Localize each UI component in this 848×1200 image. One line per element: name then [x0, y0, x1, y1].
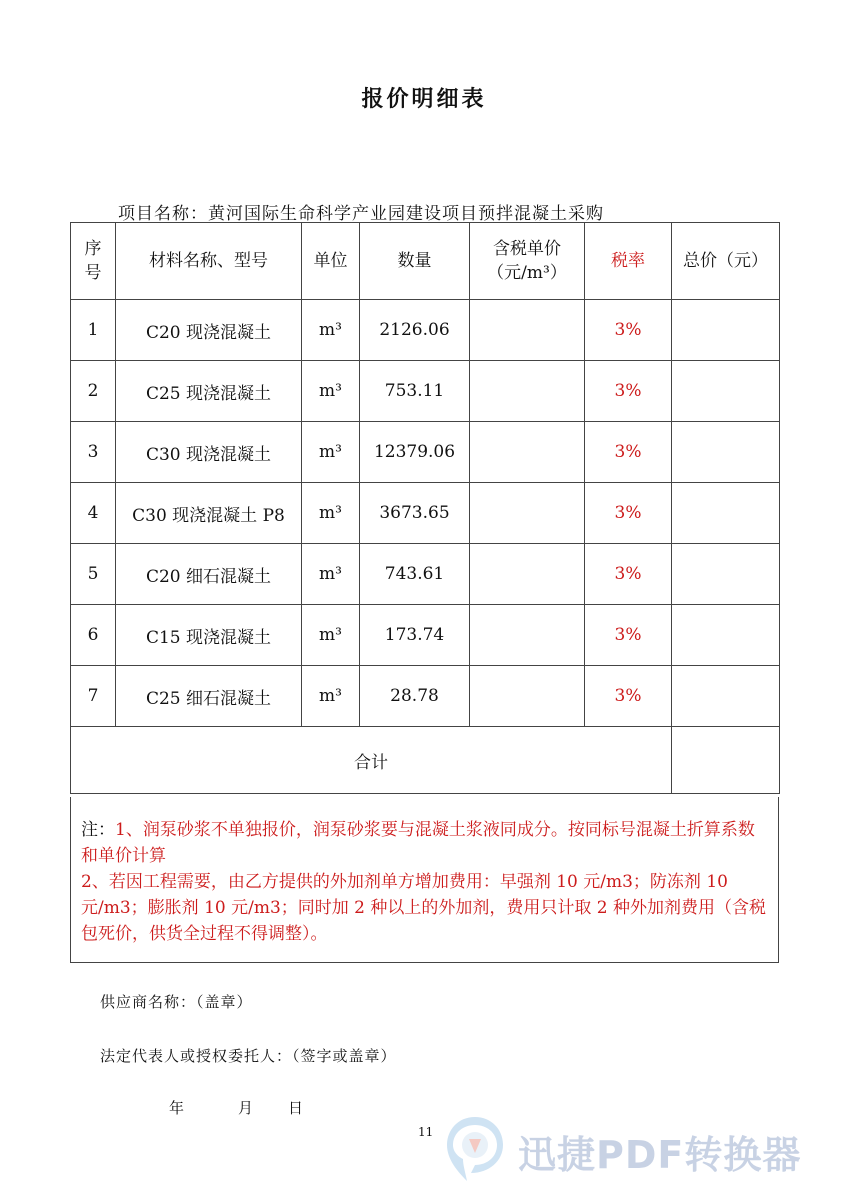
table-header-row	[71, 223, 780, 300]
cell-unit: m³	[302, 483, 360, 544]
cell-qty: 753.11	[360, 361, 470, 422]
cell-total	[672, 422, 780, 483]
project-name: 项目名称：黄河国际生命科学产业园建设项目预拌混凝土采购	[118, 204, 604, 224]
table-row	[71, 422, 780, 483]
cell-qty: 28.78	[360, 666, 470, 727]
watermark-text: 迅捷PDF转换器	[518, 1133, 802, 1177]
cell-unit: m³	[302, 300, 360, 361]
cell-price	[470, 544, 585, 605]
cell-name: C15 现浇混凝土	[116, 605, 302, 666]
page-title: 报价明细表	[361, 87, 487, 112]
cell-seq: 7	[71, 666, 116, 727]
header-name: 材料名称、型号	[116, 223, 302, 300]
cell-tax: 3%	[585, 544, 672, 605]
header-seq: 序 号	[71, 223, 116, 300]
cell-qty: 743.61	[360, 544, 470, 605]
header-tax: 税率	[585, 223, 672, 300]
cell-unit: m³	[302, 605, 360, 666]
cell-qty: 173.74	[360, 605, 470, 666]
cell-unit: m³	[302, 666, 360, 727]
cell-price	[470, 666, 585, 727]
cell-seq: 6	[71, 605, 116, 666]
table-row	[71, 300, 780, 361]
header-unit: 单位	[302, 223, 360, 300]
total-label: 合计	[71, 727, 672, 794]
note-line-2: 2、若因工程需要，由乙方提供的外加剂单方增加费用：早强剂 10 元/m3；防冻剂 10 元/m3；膨胀剂 10 元/m3；同时加 2 种以上的外加剂，费用只计取 2 种外加剂费用（含税包死价，供货全过程不得调整）。	[81, 872, 767, 944]
cell-unit: m³	[302, 544, 360, 605]
cell-tax: 3%	[585, 666, 672, 727]
total-row	[71, 727, 780, 794]
supplier-label: 供应商名称：（盖章）	[100, 993, 253, 1011]
cell-qty: 12379.06	[360, 422, 470, 483]
header-total: 总价（元）	[672, 223, 780, 300]
cell-total	[672, 544, 780, 605]
cell-price	[470, 483, 585, 544]
notes-box	[70, 797, 779, 963]
watermark-logo-icon	[443, 1113, 507, 1185]
cell-name: C30 现浇混凝土	[116, 422, 302, 483]
cell-price	[470, 605, 585, 666]
cell-tax: 3%	[585, 483, 672, 544]
cell-seq: 3	[71, 422, 116, 483]
table-row	[71, 605, 780, 666]
date-year: 年	[169, 1099, 185, 1117]
page-number: 11	[418, 1125, 434, 1139]
cell-tax: 3%	[585, 422, 672, 483]
cell-seq: 2	[71, 361, 116, 422]
note-line-1: 1、润泵砂浆不单独报价，润泵砂浆要与混凝土浆液同成分。按同标号混凝土折算系数和单价计算	[81, 820, 755, 866]
cell-name: C20 细石混凝土	[116, 544, 302, 605]
cell-name: C30 现浇混凝土 P8	[116, 483, 302, 544]
header-qty: 数量	[360, 223, 470, 300]
date-month: 月	[238, 1099, 254, 1117]
cell-total	[672, 483, 780, 544]
representative-label: 法定代表人或授权委托人：（签字或盖章）	[100, 1047, 397, 1065]
cell-seq: 4	[71, 483, 116, 544]
cell-total	[672, 361, 780, 422]
cell-price	[470, 422, 585, 483]
cell-unit: m³	[302, 361, 360, 422]
cell-name: C25 现浇混凝土	[116, 361, 302, 422]
cell-tax: 3%	[585, 300, 672, 361]
cell-unit: m³	[302, 422, 360, 483]
cell-price	[470, 361, 585, 422]
quote-table	[70, 222, 780, 794]
cell-qty: 3673.65	[360, 483, 470, 544]
header-price: 含税单价 （元/m³）	[470, 223, 585, 300]
notes-label: 注：	[81, 820, 115, 840]
cell-tax: 3%	[585, 605, 672, 666]
table-row	[71, 666, 780, 727]
cell-seq: 1	[71, 300, 116, 361]
cell-seq: 5	[71, 544, 116, 605]
total-value	[672, 727, 780, 794]
date-day: 日	[288, 1099, 304, 1117]
cell-name: C25 细石混凝土	[116, 666, 302, 727]
cell-tax: 3%	[585, 361, 672, 422]
cell-total	[672, 666, 780, 727]
cell-price	[470, 300, 585, 361]
cell-name: C20 现浇混凝土	[116, 300, 302, 361]
cell-total	[672, 605, 780, 666]
table-row	[71, 483, 780, 544]
table-row	[71, 361, 780, 422]
cell-total	[672, 300, 780, 361]
cell-qty: 2126.06	[360, 300, 470, 361]
table-row	[71, 544, 780, 605]
